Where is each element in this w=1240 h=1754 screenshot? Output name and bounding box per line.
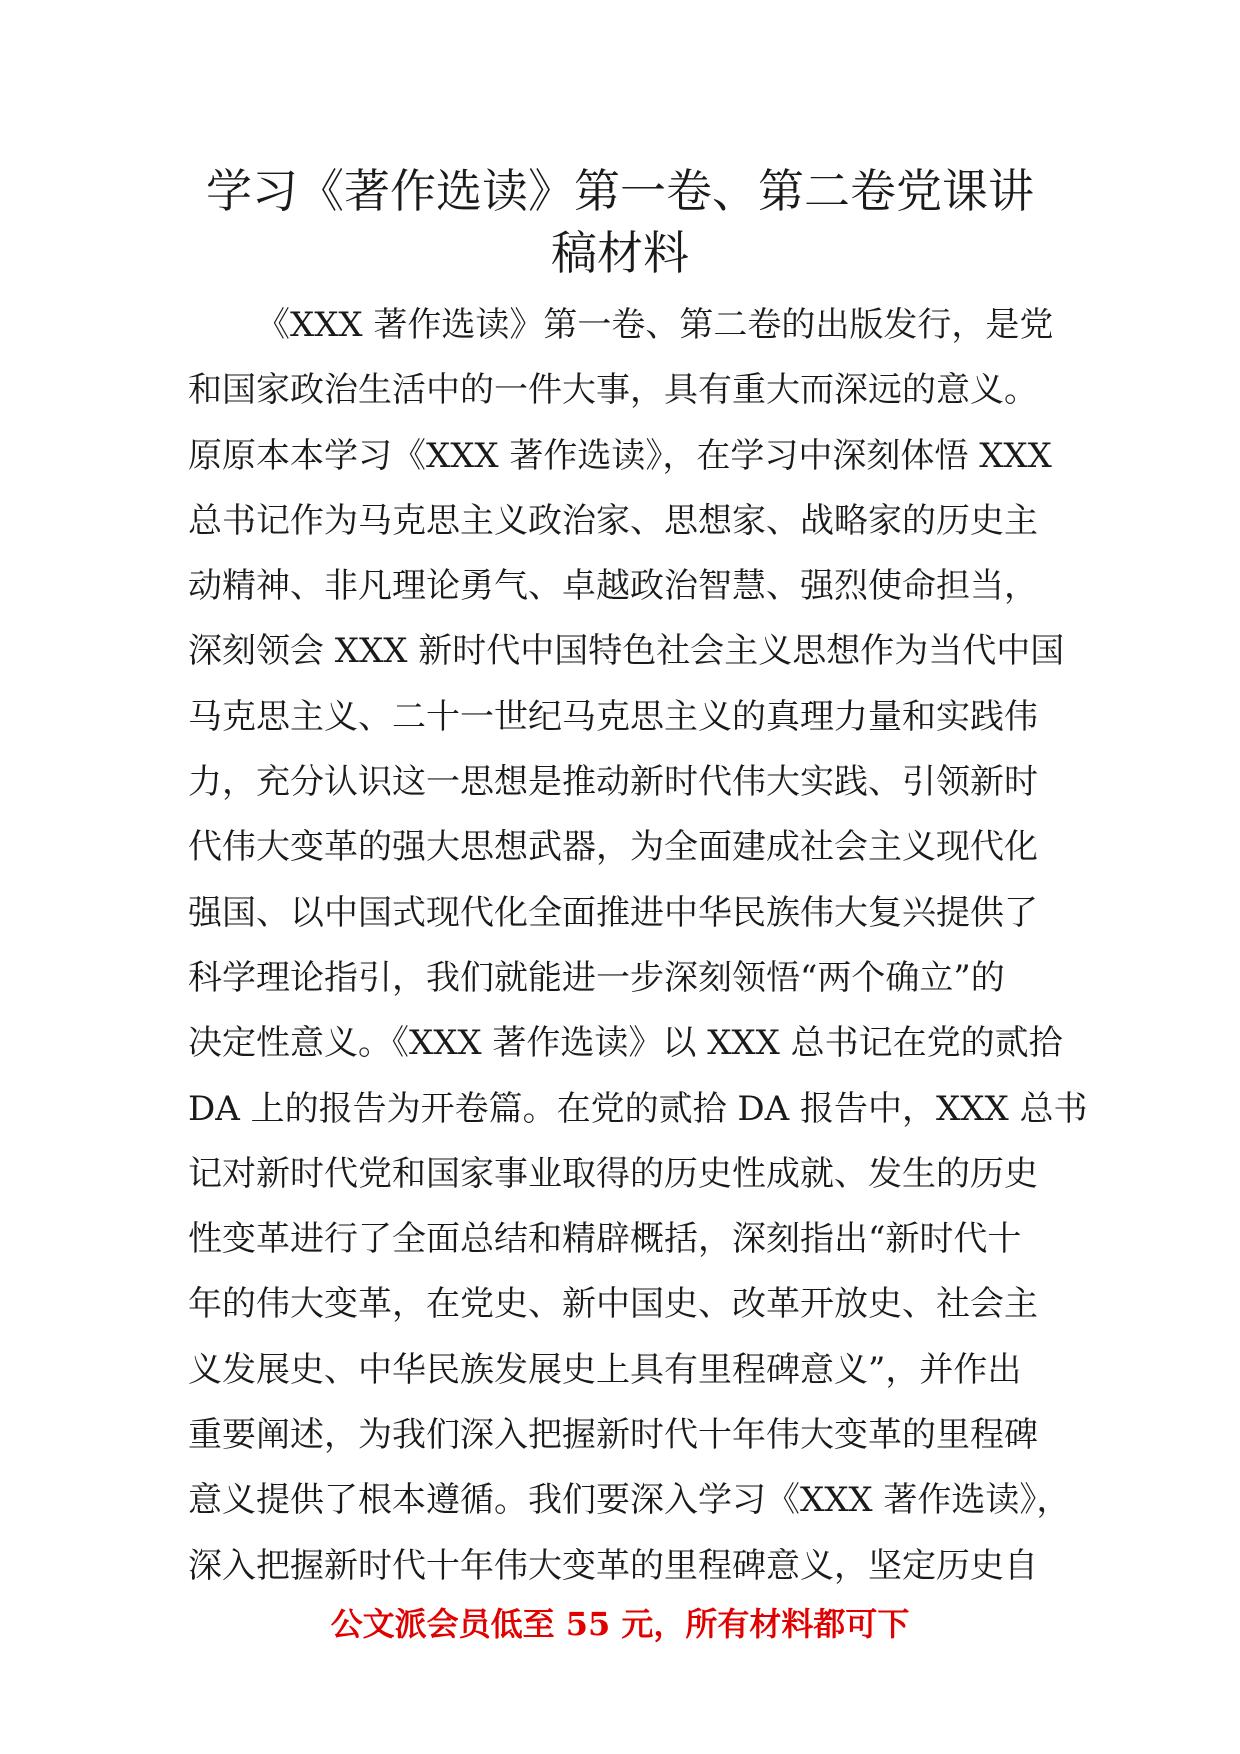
body-line: 意义提供了根本遵循。我们要深入学习《XXX 著作选读》， — [188, 1480, 1071, 1521]
title-line-1: 学习《著作选读》第一卷、第二卷党课讲 — [206, 164, 1034, 218]
body-line: 原原本本学习《XXX 著作选读》，在学习中深刻体悟 XXX — [188, 435, 1052, 476]
body-line: 动精神、非凡理论勇气、卓越政治智慧、强烈使命担当， — [188, 566, 1038, 607]
promo-footer: 公文派会员低至 55 元，所有材料都可下 — [330, 1605, 910, 1643]
body-line: 和国家政治生活中的一件大事，具有重大而深远的意义。 — [188, 370, 1038, 411]
title-line-2: 稿材料 — [551, 226, 689, 280]
body-line: 马克思主义、二十一世纪马克思主义的真理力量和实践伟 — [188, 696, 1038, 737]
document-body — [188, 293, 1088, 1599]
body-line: DA 上的报告为开卷篇。在党的贰拾 DA 报告中，XXX 总书 — [188, 1088, 1088, 1129]
body-line: 代伟大变革的强大思想武器，为全面建成社会主义现代化 — [188, 827, 1038, 868]
body-line: 记对新时代党和国家事业取得的历史性成就、发生的历史 — [188, 1153, 1038, 1194]
body-line: 深入把握新时代十年伟大变革的里程碑意义，坚定历史自 — [188, 1545, 1038, 1586]
body-line: 《XXX 著作选读》第一卷、第二卷的出版发行，是党 — [256, 305, 1054, 345]
body-line: 决定性意义。《XXX 著作选读》以 XXX 总书记在党的贰拾 — [188, 1023, 1063, 1064]
body-line: 力，充分认识这一思想是推动新时代伟大实践、引领新时 — [188, 762, 1038, 803]
body-line: 年的伟大变革，在党史、新中国史、改革开放史、社会主 — [188, 1284, 1038, 1325]
document-title — [190, 160, 1050, 284]
body-line: 强国、以中国式现代化全面推进中华民族伟大复兴提供了 — [188, 892, 1038, 933]
body-line: 重要阐述，为我们深入把握新时代十年伟大变革的里程碑 — [188, 1415, 1038, 1456]
body-line: 性变革进行了全面总结和精辟概括，深刻指出“新时代十 — [188, 1219, 1022, 1260]
body-line: 科学理论指引，我们就能进一步深刻领悟“两个确立”的 — [188, 957, 1005, 998]
body-line: 义发展史、中华民族发展史上具有里程碑意义”，并作出 — [188, 1349, 1022, 1390]
body-line: 总书记作为马克思主义政治家、思想家、战略家的历史主 — [188, 500, 1038, 541]
body-line: 深刻领会 XXX 新时代中国特色社会主义思想作为当代中国 — [188, 631, 1065, 672]
